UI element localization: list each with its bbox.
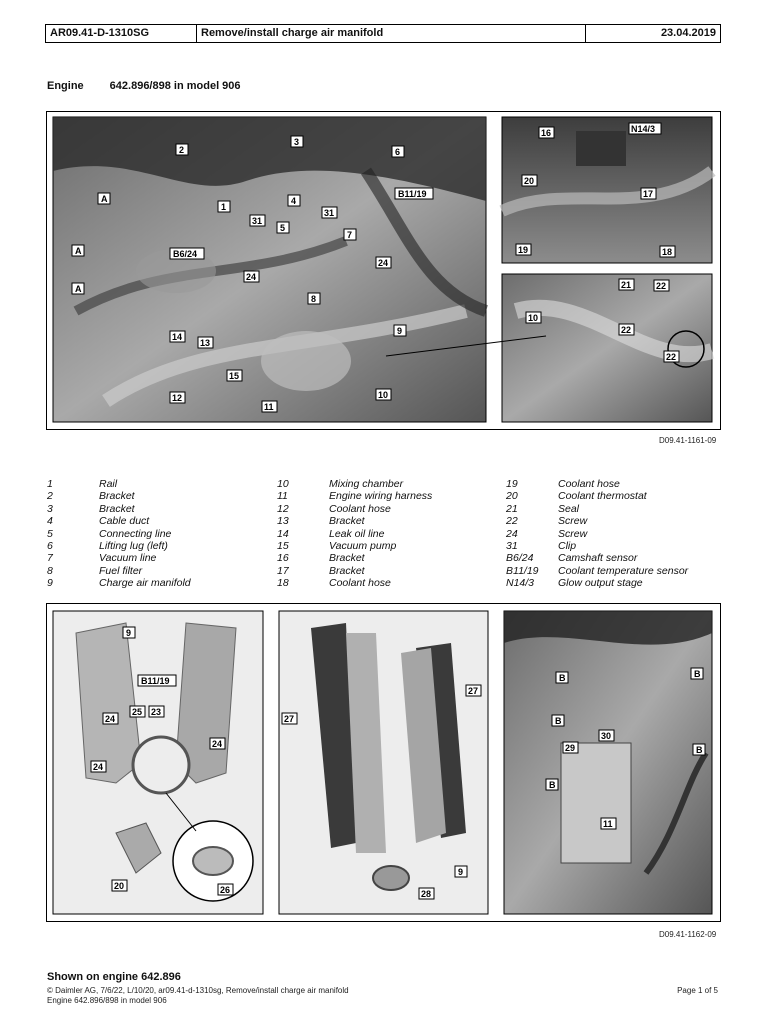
callout: 24 (93, 762, 104, 772)
legend-item (506, 577, 726, 589)
callout: 5 (280, 223, 286, 233)
callout: 17 (643, 189, 654, 199)
legend-number: 20 (506, 490, 518, 503)
legend-text: Connecting line (99, 527, 172, 540)
legend-item (277, 565, 499, 577)
callout: 24 (212, 739, 223, 749)
callout: 11 (603, 819, 613, 829)
callout: 13 (200, 338, 211, 348)
legend-number: B11/19 (506, 564, 539, 577)
legend-item (47, 565, 267, 577)
legend-number: 4 (47, 515, 53, 528)
legend-number: 5 (47, 527, 53, 540)
shown-on-engine: Shown on engine 642.896 (47, 971, 181, 983)
legend-text: Leak oil line (329, 527, 385, 540)
figure-2-ref: D09.41-1162-09 (659, 930, 717, 939)
legend-text: Clip (558, 540, 577, 553)
legend-number: 10 (277, 478, 289, 490)
legend-number: 14 (277, 527, 289, 540)
legend-text: Screw (558, 515, 588, 528)
legend-number: 17 (277, 564, 289, 577)
legend-item (47, 490, 267, 502)
callout: 20 (524, 176, 535, 186)
legend-number: 1 (47, 478, 53, 490)
legend-item (506, 540, 726, 552)
legend-col-2 (277, 478, 499, 590)
callout: B (555, 716, 562, 726)
callout: 8 (311, 294, 317, 304)
legend-text: Bracket (99, 502, 135, 515)
figure-1-ref: D09.41-1161-09 (659, 436, 717, 445)
legend-number: 24 (506, 527, 518, 540)
legend-item (47, 503, 267, 515)
callout: 21 (621, 280, 632, 290)
callout: 27 (284, 714, 295, 724)
callout: 27 (468, 686, 479, 696)
legend-item (47, 577, 267, 589)
legend-number: 12 (277, 502, 289, 515)
engine-value: 642.896/898 in model 906 (109, 80, 241, 92)
figure-2-photos (46, 603, 720, 921)
legend-text: Charge air manifold (99, 577, 191, 590)
legend-item (47, 552, 267, 564)
legend-item (506, 478, 726, 490)
callout: 20 (114, 881, 125, 891)
legend-number: 7 (47, 552, 53, 565)
legend-number: 31 (506, 540, 518, 553)
legend-text: Coolant hose (329, 577, 391, 590)
legend-text: Screw (558, 527, 588, 540)
callout: 16 (541, 128, 552, 138)
doc-date: 23.04.2019 (660, 27, 716, 39)
callout: 24 (378, 258, 389, 268)
legend-item (277, 540, 499, 552)
legend-number: 9 (47, 577, 53, 590)
callout: 2 (179, 145, 185, 155)
callout: 22 (666, 352, 677, 362)
callout: 19 (518, 245, 529, 255)
legend-item (506, 503, 726, 515)
callout: B (549, 780, 556, 790)
legend-number: 15 (277, 540, 289, 553)
callout: A (75, 246, 82, 256)
legend-text: Bracket (329, 564, 365, 577)
callout: 12 (172, 393, 183, 403)
legend-number: 21 (506, 502, 518, 515)
callout: 14 (172, 332, 183, 342)
callout: B6/24 (173, 249, 198, 259)
page-number: Page 1 of 5 (677, 986, 718, 995)
legend-number: 18 (277, 577, 289, 590)
legend-text: Lifting lug (left) (99, 540, 168, 553)
legend-item (47, 528, 267, 540)
legend-text: Mixing chamber (329, 478, 404, 490)
callout: A (101, 194, 108, 204)
legend-number: 2 (47, 490, 53, 503)
callout: 9 (458, 867, 464, 877)
legend-text: Vacuum line (99, 552, 157, 565)
legend-number: 6 (47, 540, 53, 553)
callout: 10 (528, 313, 539, 323)
legend-text: Bracket (99, 490, 135, 503)
footer-line-1: © Daimler AG, 7/6/22, L/10/20, ar09.41-d-1310sg, Remove/install charge air manifold (47, 986, 349, 995)
callout: 29 (565, 743, 576, 753)
callout: 3 (294, 137, 300, 147)
callout: 6 (395, 147, 401, 157)
callout: B11/19 (141, 676, 170, 686)
legend-item (277, 577, 499, 589)
callout: 9 (397, 326, 403, 336)
callout: 31 (324, 208, 335, 218)
callout: B (559, 673, 566, 683)
legend-item (277, 515, 499, 527)
legend-text: Cable duct (99, 515, 150, 528)
legend-number: 13 (277, 515, 289, 528)
callout: B (696, 745, 703, 755)
callout: 10 (378, 390, 389, 400)
engine-line (47, 80, 241, 92)
legend-number: 11 (277, 490, 288, 503)
callout: 4 (291, 196, 297, 206)
legend-item (506, 552, 726, 564)
callout: N14/3 (631, 124, 656, 134)
callout: 7 (347, 230, 353, 240)
legend-text: Glow output stage (558, 577, 643, 590)
legend-item (47, 540, 267, 552)
legend-item (277, 552, 499, 564)
callout: 28 (421, 889, 432, 899)
legend-number: B6/24 (506, 552, 534, 565)
callout: 15 (229, 371, 240, 381)
legend-item (277, 503, 499, 515)
legend-number: N14/3 (506, 577, 535, 590)
callout: 23 (151, 707, 162, 717)
legend-text: Coolant temperature sensor (558, 564, 689, 577)
callout: 24 (105, 714, 116, 724)
legend-text: Coolant hose (329, 502, 391, 515)
legend-number: 22 (506, 515, 518, 528)
document-header (45, 24, 721, 43)
legend-item (47, 515, 267, 527)
callout: 22 (621, 325, 632, 335)
legend-number: 19 (506, 478, 518, 490)
callout: 1 (221, 202, 227, 212)
callout: B11/19 (398, 189, 427, 199)
figure-1-photos (46, 111, 720, 429)
legend-item (506, 490, 726, 502)
legend-text: Vacuum pump (329, 540, 397, 553)
legend-col-3 (506, 478, 726, 590)
callout: 18 (662, 247, 673, 257)
legend-text: Rail (99, 478, 118, 490)
legend-text: Bracket (329, 515, 365, 528)
callout: 9 (126, 628, 132, 638)
legend-number: 8 (47, 564, 53, 577)
legend-text: Fuel filter (99, 564, 143, 577)
legend-item (47, 478, 267, 490)
callout: 25 (132, 707, 143, 717)
legend-text: Coolant thermostat (558, 490, 647, 503)
callout: B (694, 669, 701, 679)
legend-item (277, 490, 499, 502)
legend-number: 16 (277, 552, 289, 565)
legend-item (277, 528, 499, 540)
engine-label: Engine (47, 80, 84, 92)
footer (47, 986, 349, 1006)
callout: 30 (601, 731, 612, 741)
doc-code: AR09.41-D-1310SG (46, 25, 197, 42)
callout: 22 (656, 281, 667, 291)
legend-item (506, 528, 726, 540)
footer-line-2: Engine 642.896/898 in model 906 (47, 996, 167, 1005)
callout: 24 (246, 272, 257, 282)
legend-col-1 (47, 478, 267, 590)
legend-text: Coolant hose (558, 478, 620, 490)
callout: 26 (220, 885, 231, 895)
legend-number: 3 (47, 502, 53, 515)
legend-text: Camshaft sensor (558, 552, 638, 565)
legend-item (506, 515, 726, 527)
legend-item (506, 565, 726, 577)
legend-text: Seal (558, 502, 580, 515)
callout: A (75, 284, 82, 294)
doc-title: Remove/install charge air manifold (197, 25, 586, 42)
callout: 11 (264, 402, 274, 412)
legend-text: Bracket (329, 552, 365, 565)
callout: 31 (252, 216, 263, 226)
legend-item (277, 478, 499, 490)
legend-text: Engine wiring harness (329, 490, 433, 503)
